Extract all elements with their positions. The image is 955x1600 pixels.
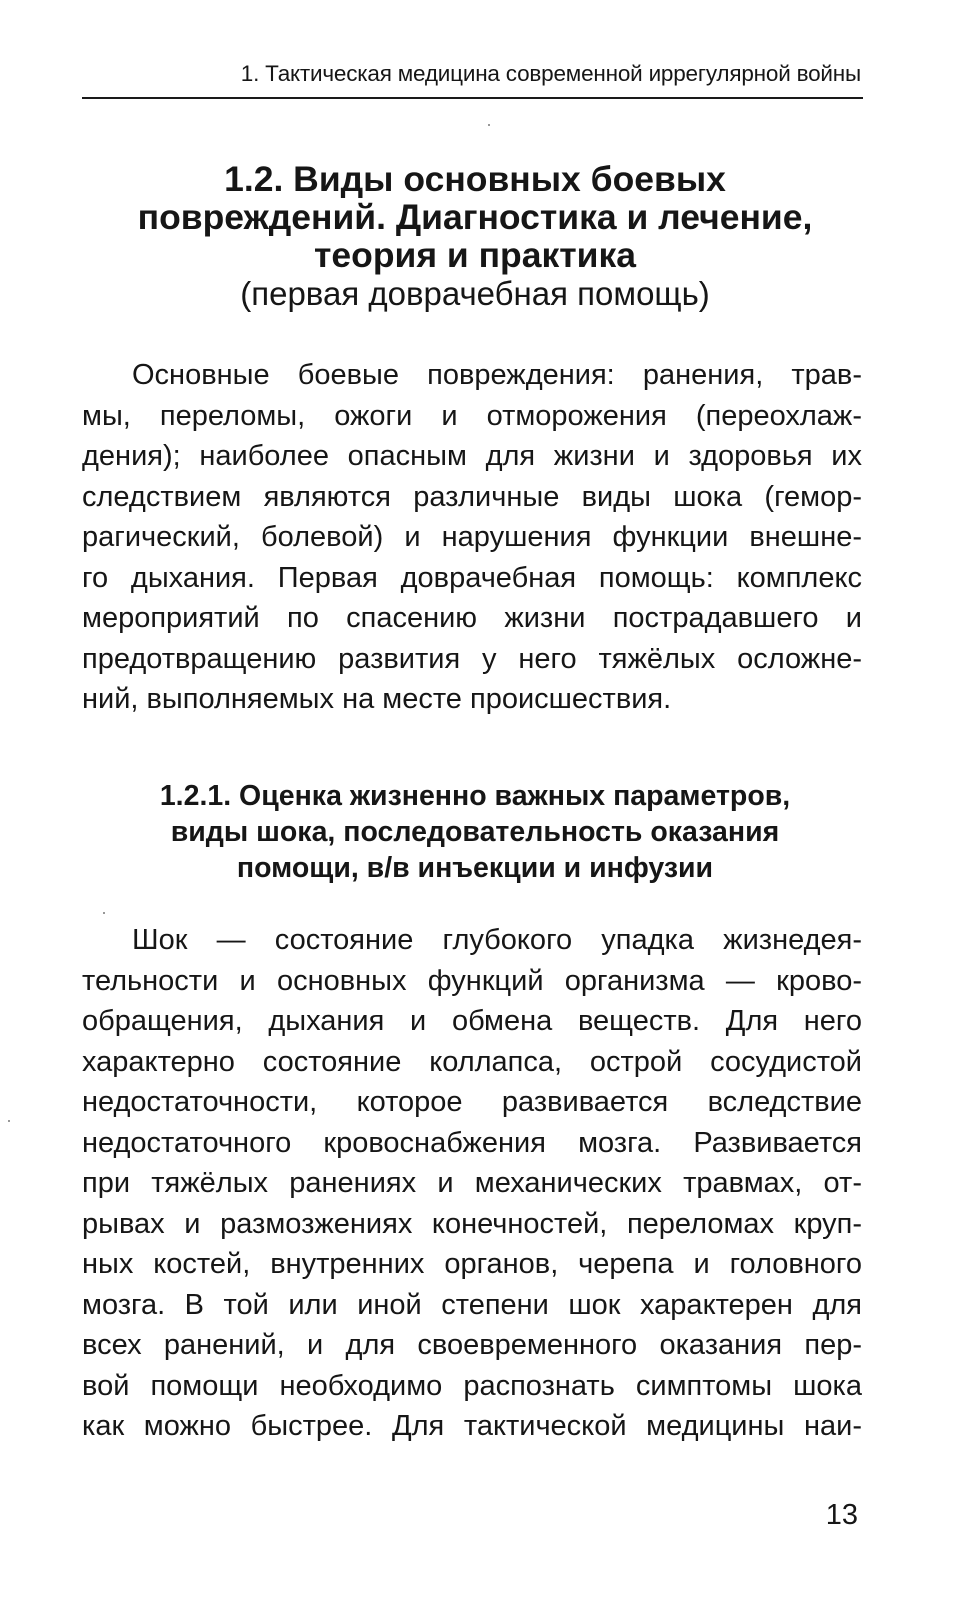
section-title (80, 160, 870, 314)
scan-speck (488, 124, 490, 126)
scan-speck (8, 1120, 10, 1122)
text-line: при тяжёлых ранениях и механических травмах, от- (82, 1167, 862, 1199)
page-number: 13 (825, 1499, 858, 1531)
text-line: как можно быстрее. Для тактической медицины наи- (82, 1410, 862, 1442)
text-line: обращения, дыхания и обмена веществ. Для него (82, 1005, 862, 1037)
text-line: всех ранений, и для своевременного оказания пер- (82, 1329, 862, 1361)
text-line: недостаточного кровоснабжения мозга. Развивается (82, 1126, 862, 1159)
paragraph-intro (82, 355, 862, 720)
text-line: мозга. В той или иной степени шок характерен для (82, 1288, 862, 1321)
text-line: рывах и размозжениях конечностей, переломах круп- (82, 1207, 862, 1240)
text-line: ний, выполняемых на месте происшествия. (82, 683, 672, 715)
text-line: рагический, болевой) и нарушения функции внешне- (82, 521, 862, 553)
subsection-title-line: 1.2.1. Оценка жизненно важных параметров, (159, 780, 791, 812)
subsection-title-line: виды шока, последовательность оказания (170, 816, 780, 848)
section-title-line: 1.2. Виды основных боевых (224, 159, 726, 199)
paragraph-shock (82, 920, 862, 1447)
scan-speck (103, 912, 105, 914)
text-line: характерно состояние коллапса, острой сосудистой (82, 1045, 862, 1078)
text-line: вой помощи необходимо распознать симптомы шока (82, 1369, 862, 1402)
text-line: мы, переломы, ожоги и отморожения (переохлаж- (82, 399, 862, 432)
text-line: го дыхания. Первая доврачебная помощь: комплекс (82, 561, 862, 594)
section-title-subtitle: (первая доврачебная помощь) (240, 275, 710, 312)
text-line: Шок — состояние глубокого упадка жизнедея- (132, 924, 862, 956)
text-line: недостаточности, которое развивается вследствие (82, 1086, 862, 1118)
subsection-title-line: помощи, в/в инъекции и инфузии (236, 852, 714, 884)
text-line: ных костей, внутренних органов, черепа и головного (82, 1248, 862, 1280)
header-rule (82, 97, 863, 99)
section-title-line: повреждений. Диагностика и лечение, (137, 197, 813, 237)
text-line: следствием являются различные виды шока (гемор- (82, 480, 862, 513)
running-head: 1. Тактическая медицина современной иррегулярной войны (240, 61, 861, 86)
text-line: мероприятий по спасению жизни пострадавшего и (82, 602, 862, 634)
text-line: Основные боевые повреждения: ранения, трав- (132, 359, 862, 391)
subsection-title (80, 778, 870, 886)
text-line: предотвращению развития у него тяжёлых осложне- (82, 642, 862, 675)
text-line: дения); наиболее опасным для жизни и здоровья их (82, 440, 862, 472)
section-title-line: теория и практика (314, 235, 636, 275)
text-line: тельности и основных функций организма — крово- (82, 964, 862, 997)
